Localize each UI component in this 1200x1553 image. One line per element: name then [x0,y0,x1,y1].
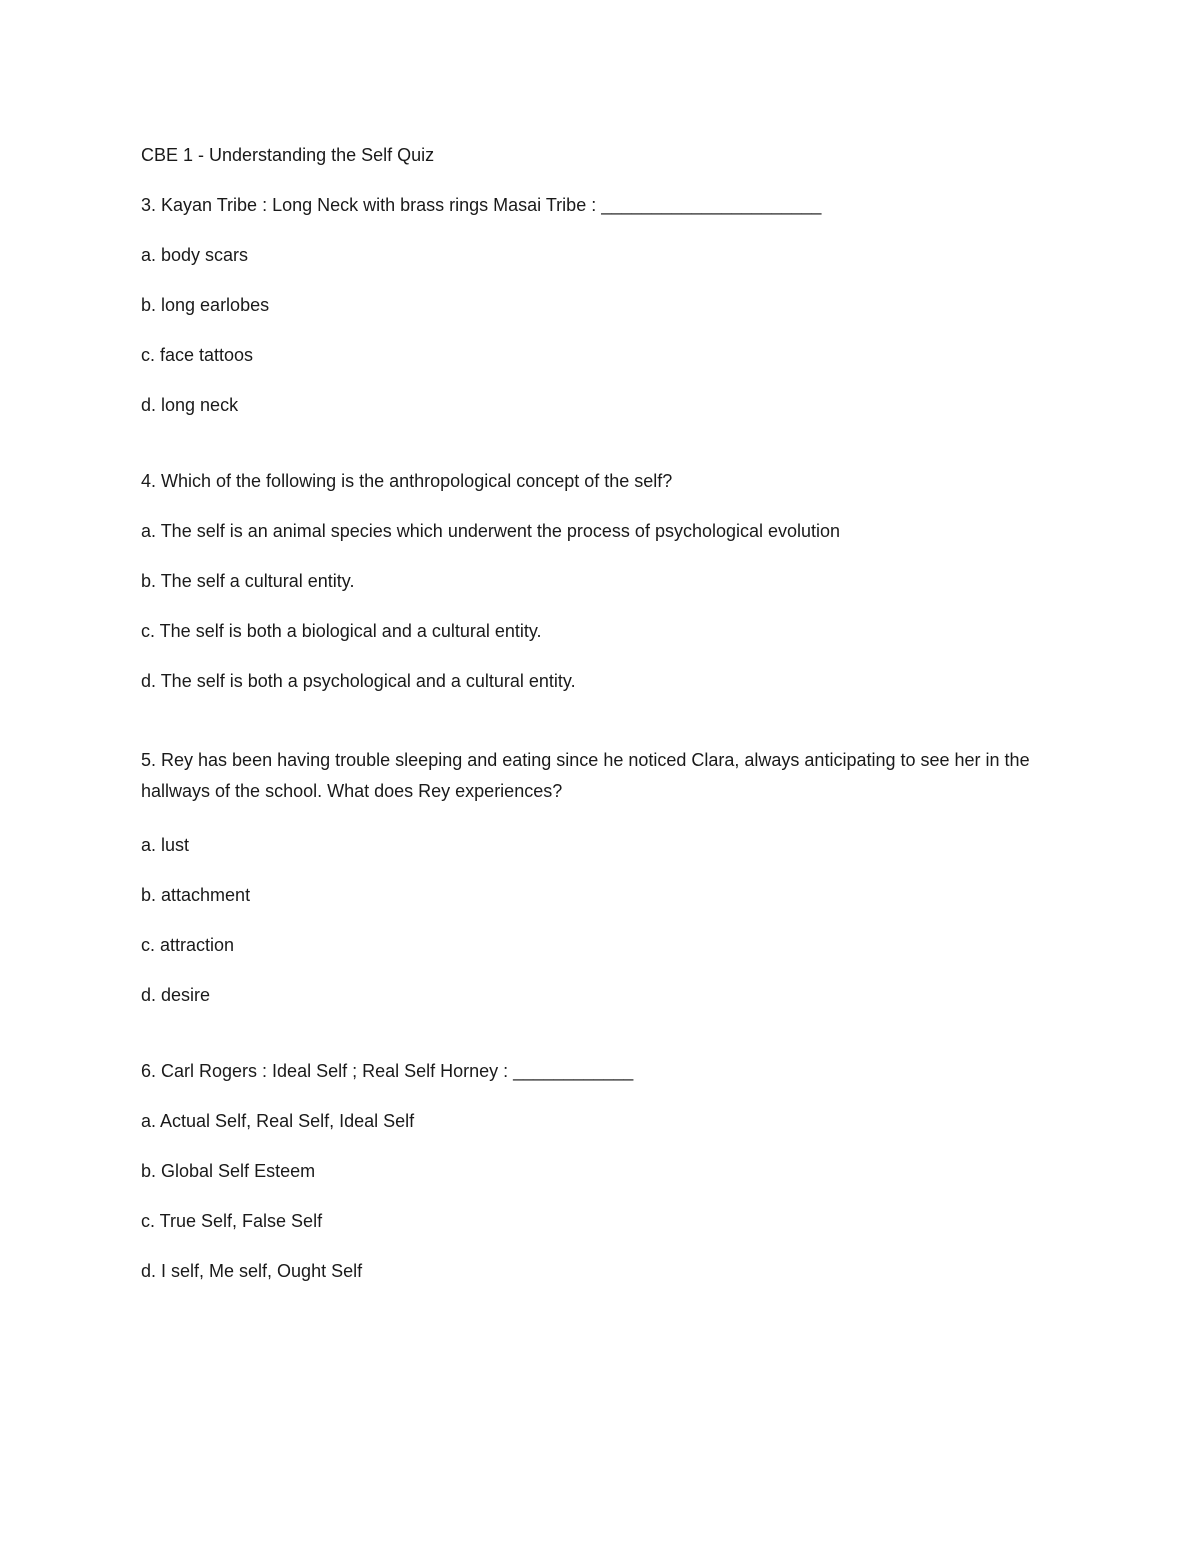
question-5-option-b: b. attachment [141,885,251,905]
question-3-option-d: d. long neck [141,395,239,415]
question-5-option-d: d. desire [141,985,211,1005]
question-4-option-d: d. The self is both a psychological and a cultural entity. [141,671,576,691]
question-5: 5. Rey has been having trouble sleeping and eating since he noticed Clara, always anticipating to see her in the hallways of the school. What does Rey experiences? [141,750,1030,801]
question-3-option-a: a. body scars [141,245,249,265]
question-3: 3. Kayan Tribe : Long Neck with brass rings Masai Tribe : ______________________ [141,195,822,215]
quiz-content [141,143,1071,1309]
question-6-option-b: b. Global Self Esteem [141,1161,316,1181]
question-6: 6. Carl Rogers : Ideal Self ; Real Self Horney : ____________ [141,1061,634,1081]
document-title: CBE 1 - Understanding the Self Quiz [141,145,435,165]
question-6-option-c: c. True Self, False Self [141,1211,323,1231]
question-4-option-b: b. The self a cultural entity. [141,571,355,591]
question-4-option-a: a. The self is an animal species which underwent the process of psychological evolution [141,521,841,541]
question-3-option-b: b. long earlobes [141,295,270,315]
question-6-option-d: d. I self, Me self, Ought Self [141,1261,363,1281]
question-5-option-a: a. lust [141,835,190,855]
question-4: 4. Which of the following is the anthropological concept of the self? [141,471,673,491]
question-5-option-c: c. attraction [141,935,235,955]
question-6-option-a: a. Actual Self, Real Self, Ideal Self [141,1111,415,1131]
question-4-option-c: c. The self is both a biological and a cultural entity. [141,621,542,641]
question-3-option-c: c. face tattoos [141,345,254,365]
